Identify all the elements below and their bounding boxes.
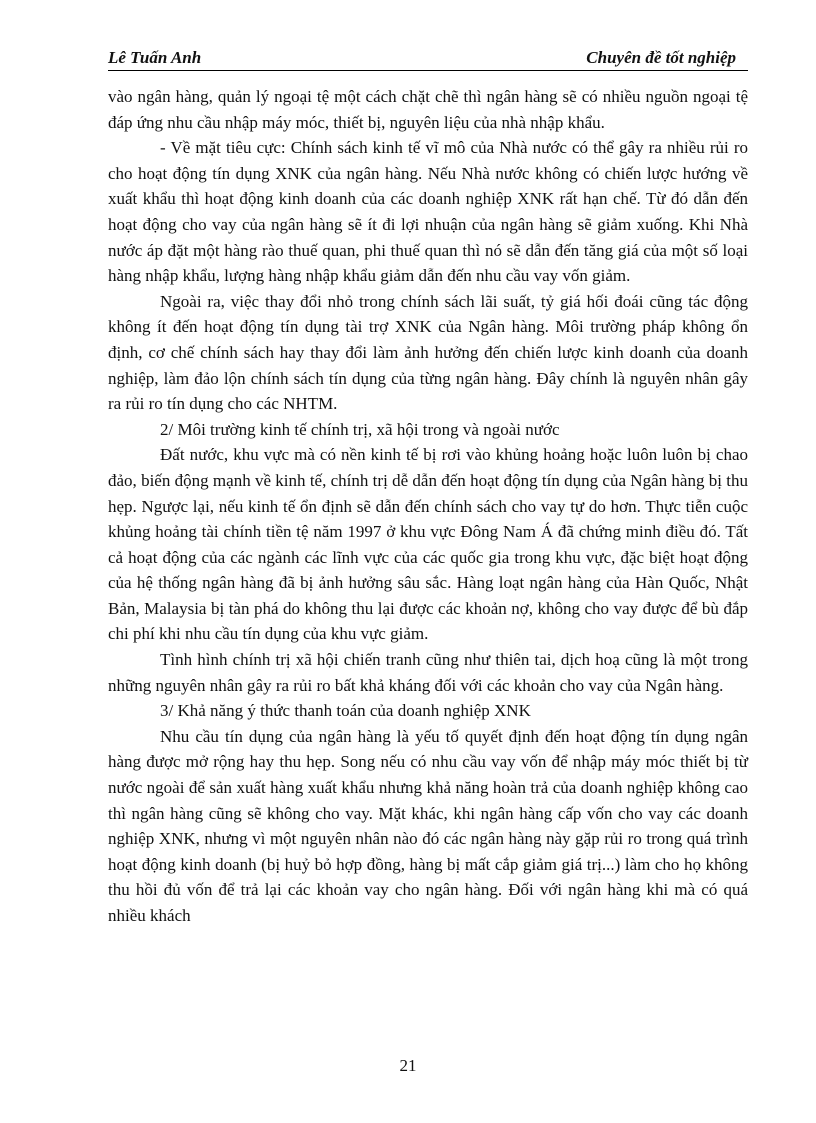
section-heading-3: 3/ Khả năng ý thức thanh toán của doanh nghiệp XNK bbox=[160, 701, 531, 721]
section-heading-2: 2/ Môi trường kinh tế chính trị, xã hội trong và ngoài nước bbox=[160, 419, 560, 439]
document-body bbox=[108, 84, 748, 929]
paragraph-negative-aspect: - Về mặt tiêu cực: Chính sách kinh tế vĩ mô của Nhà nước có thể gây ra nhiều rủi ro cho hoạt động tín dụng XNK của ngân hàng. Nếu Nhà nước không có chiến lược hướng về xuất khẩu thì hoạt động kinh doanh của các doanh nghiệp XNK rất hạn chế. Từ đó dẫn đến hoạt động cho vay của ngân hàng sẽ ít đi lợi nhuận của ngân hàng sẽ giảm xuống. Khi Nhà nước áp đặt một hàng rào thuế quan, phi thuế quan thì nó sẽ dẫn đến tăng giá của một số loại hàng nhập khẩu, lượng hàng nhập khẩu giảm dẫn đến nhu cầu vay vốn giảm. bbox=[108, 138, 748, 286]
paragraph-economic-crisis: Đất nước, khu vực mà có nền kinh tế bị rơi vào khủng hoảng hoặc luôn luôn bị chao đảo, biến động mạnh về kinh tế, chính trị dễ dẫn đến hoạt động tín dụng của Ngân hàng bị thu hẹp. Ngược lại, nếu kinh tế ổn định sẽ dẫn đến chính sách cho vay tự do hơn. Thực tiễn cuộc khủng hoảng tài chính tiền tệ năm 1997 ở khu vực Đông Nam Á đã chứng minh điều đó. Tất cả hoạt động của các ngành các lĩnh vực của các quốc gia trong khu vực, đặc biệt hoạt động của hệ thống ngân hàng đã bị ảnh hưởng sâu sắc. Hàng loạt ngân hàng của Hàn Quốc, Nhật Bản, Malaysia bị tàn phá do không thu lại được các khoản nợ, không cho vay được để bù đắp chi phí khi nhu cầu tín dụng của khu vực giảm. bbox=[108, 445, 748, 644]
paragraph-continuation: vào ngân hàng, quản lý ngoại tệ một cách chặt chẽ thì ngân hàng sẽ có nhiều nguồn ngoại tệ đáp ứng nhu cầu nhập máy móc, thiết bị, nguyên liệu của nhà nhập khẩu. bbox=[108, 87, 748, 132]
header-title: Chuyên đề tốt nghiệp bbox=[586, 48, 736, 67]
paragraph-credit-demand: Nhu cầu tín dụng của ngân hàng là yếu tố quyết định đến hoạt động tín dụng ngân hàng được mở rộng hay thu hẹp. Song nếu có nhu cầu vay vốn để nhập máy móc thiết bị từ nước ngoài để sản xuất hàng xuất khẩu nhưng khả năng hoàn trả của doanh nghiệp không cao thì ngân hàng cũng sẽ không cho vay. Mặt khác, khi ngân hàng cấp vốn cho vay các doanh nghiệp XNK, nhưng vì một nguyên nhân nào đó các ngân hàng này gặp rủi ro trong quá trình hoạt động kinh doanh (bị huỷ bỏ hợp đồng, hàng bị mất cắp giảm giá trị...) làm cho họ không thu hồi đủ vốn để trả lại các khoản vay cho ngân hàng. Đối với ngân hàng khi mà có quá nhiều khách bbox=[108, 726, 748, 925]
page-number: 21 bbox=[399, 1056, 417, 1075]
paragraph-political-situation: Tình hình chính trị xã hội chiến tranh cũng như thiên tai, dịch hoạ cũng là một trong những nguyên nhân gây ra rủi ro bất khả kháng đối với các khoản cho vay của Ngân hàng. bbox=[108, 650, 748, 695]
page-header bbox=[108, 46, 748, 71]
header-author: Lê Tuấn Anh bbox=[108, 48, 202, 67]
paragraph-policy-changes: Ngoài ra, việc thay đổi nhỏ trong chính sách lãi suất, tỷ giá hối đoái cũng tác động không ít đến hoạt động tín dụng tài trợ XNK của Ngân hàng. Môi trường pháp không ổn định, cơ chế chính sách hay thay đổi làm ảnh hưởng đến chiến lược kinh doanh của doanh nghiệp, làm đảo lộn chính sách tín dụng của từng ngân hàng. Đây chính là nguyên nhân gây ra rủi ro tín dụng cho các NHTM. bbox=[108, 291, 748, 414]
